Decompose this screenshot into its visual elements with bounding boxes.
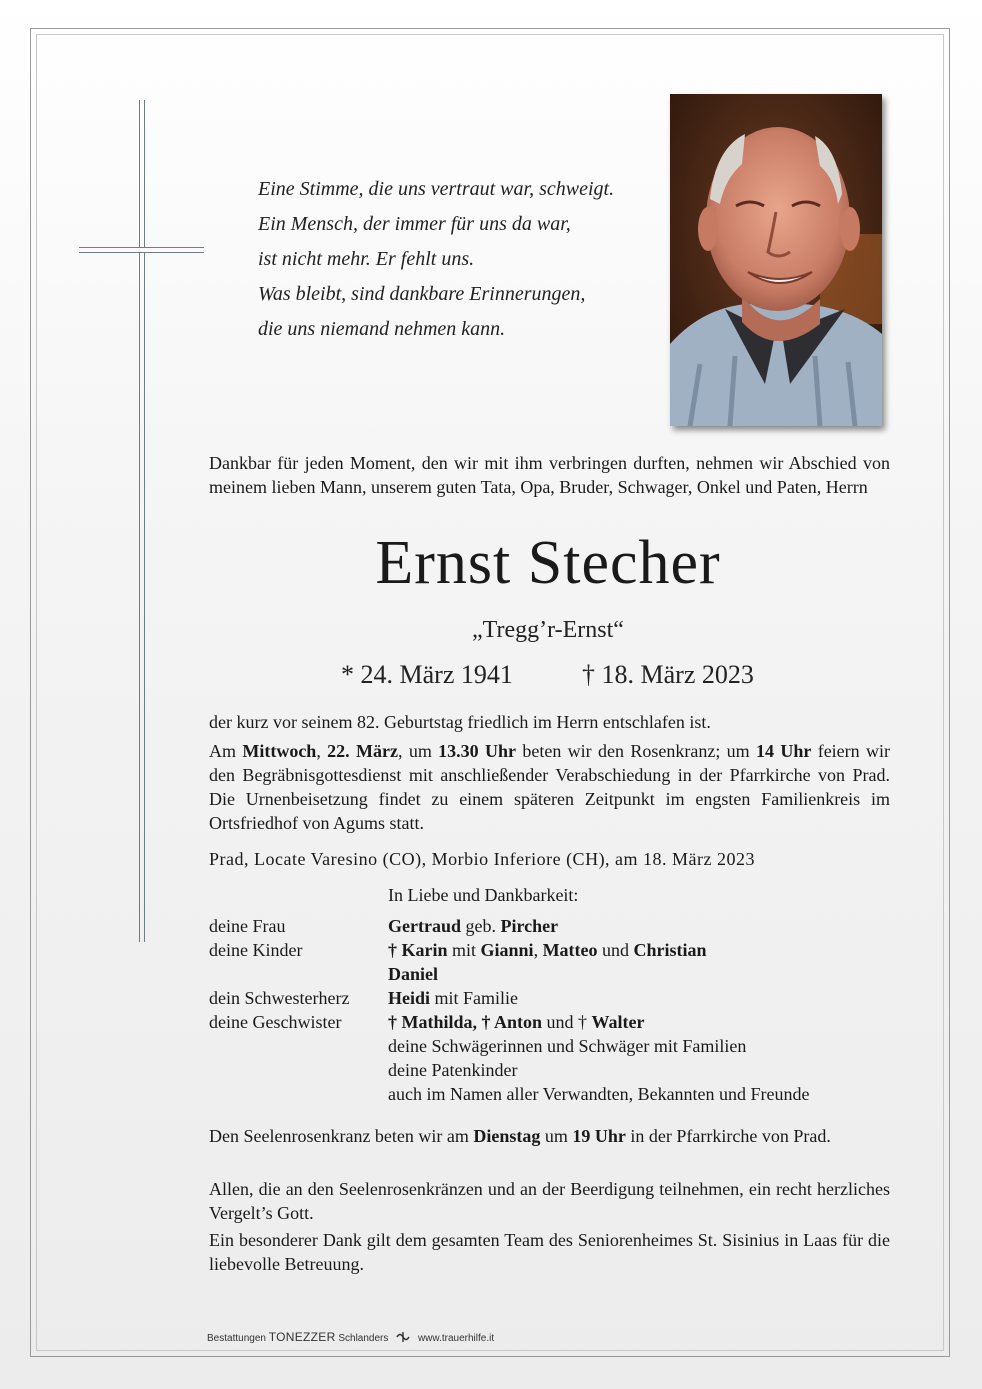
place-date: Prad, Locate Varesino (CO), Morbio Inferiore (CH), am 18. März 2023 xyxy=(209,849,756,869)
signer-row xyxy=(209,1082,890,1106)
thanks-text-1: Allen, die an den Seelenrosenkränzen und an der Beerdigung teilnehmen, ein recht herzliches Vergelt’s Gott. xyxy=(209,1179,890,1223)
nickname: „Tregg’r-Ernst“ xyxy=(472,617,624,643)
deceased-name: Ernst Stecher xyxy=(375,529,721,597)
poem-line: die uns niemand nehmen kann. xyxy=(258,318,506,340)
funeral-home-footer: Bestattungen TONEZZER Schlanders www.trauerhilfe.it xyxy=(207,1330,495,1344)
death-date: † 18. März 2023 xyxy=(582,660,754,689)
poem-line: Was bleibt, sind dankbare Erinnerungen, xyxy=(258,283,586,305)
relation-label: deine Frau xyxy=(209,916,286,936)
funeral-text: Am Mittwoch, 22. März, um 13.30 Uhr beten wir den Rosenkranz; um 14 Uhr feiern wir den Begräbnisgottesdienst mit anschließender Verabschiedung in der Pfarrkirche von Prad. Die Urnenbeisetzung findet zu einem späteren Zeitpunkt im engsten Familienkreis im Ortsfriedhof von Agums statt. xyxy=(209,741,891,833)
trauerhilfe-logo-icon xyxy=(395,1331,411,1346)
cross-vertical xyxy=(139,100,145,942)
poem-line: ist nicht mehr. Er fehlt uns. xyxy=(258,248,475,270)
signer-row xyxy=(209,1034,890,1058)
rosary-text: Den Seelenrosenkranz beten wir am Dienstag um 19 Uhr in der Pfarrkirche von Prad. xyxy=(209,1126,831,1146)
signer-row xyxy=(209,914,890,938)
signer-names: Gertraud geb. Pircher xyxy=(388,916,559,936)
signer-row xyxy=(209,986,890,1010)
cross-horizontal xyxy=(79,247,204,253)
signers-list xyxy=(209,914,890,1106)
signers-heading: In Liebe und Dankbarkeit: xyxy=(388,885,579,905)
poem-line: Eine Stimme, die uns vertraut war, schweigt. xyxy=(258,178,615,200)
portrait-photo xyxy=(670,94,882,426)
signer-row xyxy=(209,938,890,962)
birth-date: * 24. März 1941 xyxy=(341,660,513,689)
intro-text: Dankbar für jeden Moment, den wir mit ihm verbringen durften, nehmen wir Abschied von meinem lieben Mann, unserem guten Tata, Opa, Bruder, Schwager, Onkel und Paten, Herrn xyxy=(209,453,890,497)
relation-label: deine Geschwister xyxy=(209,1012,342,1032)
signer-row xyxy=(209,1010,890,1034)
signer-names: † Karin mit Gianni, Matteo und Christian xyxy=(388,940,707,960)
signer-names: † Mathilda, † Anton und † Walter xyxy=(388,1012,645,1032)
passing-text: der kurz vor seinem 82. Geburtstag friedlich im Herrn entschlafen ist. xyxy=(209,712,711,732)
signer-names: Daniel xyxy=(388,964,439,984)
relation-label: dein Schwesterherz xyxy=(209,988,350,1008)
signer-line: deine Patenkinder xyxy=(388,1060,518,1080)
thanks-text-2: Ein besonderer Dank gilt dem gesamten Team des Seniorenheimes St. Sisinius in Laas für die liebevolle Betreuung. xyxy=(209,1230,890,1274)
poem xyxy=(258,172,638,347)
signer-row xyxy=(209,962,890,986)
signer-line: deine Schwägerinnen und Schwäger mit Familien xyxy=(388,1036,747,1056)
website-link[interactable]: www.trauerhilfe.it xyxy=(417,1333,495,1344)
relation-label: deine Kinder xyxy=(209,940,303,960)
signer-names: Heidi mit Familie xyxy=(388,988,519,1008)
signer-row xyxy=(209,1058,890,1082)
signer-line: auch im Namen aller Verwandten, Bekannten und Freunde xyxy=(388,1084,810,1104)
poem-line: Ein Mensch, der immer für uns da war, xyxy=(258,213,571,235)
